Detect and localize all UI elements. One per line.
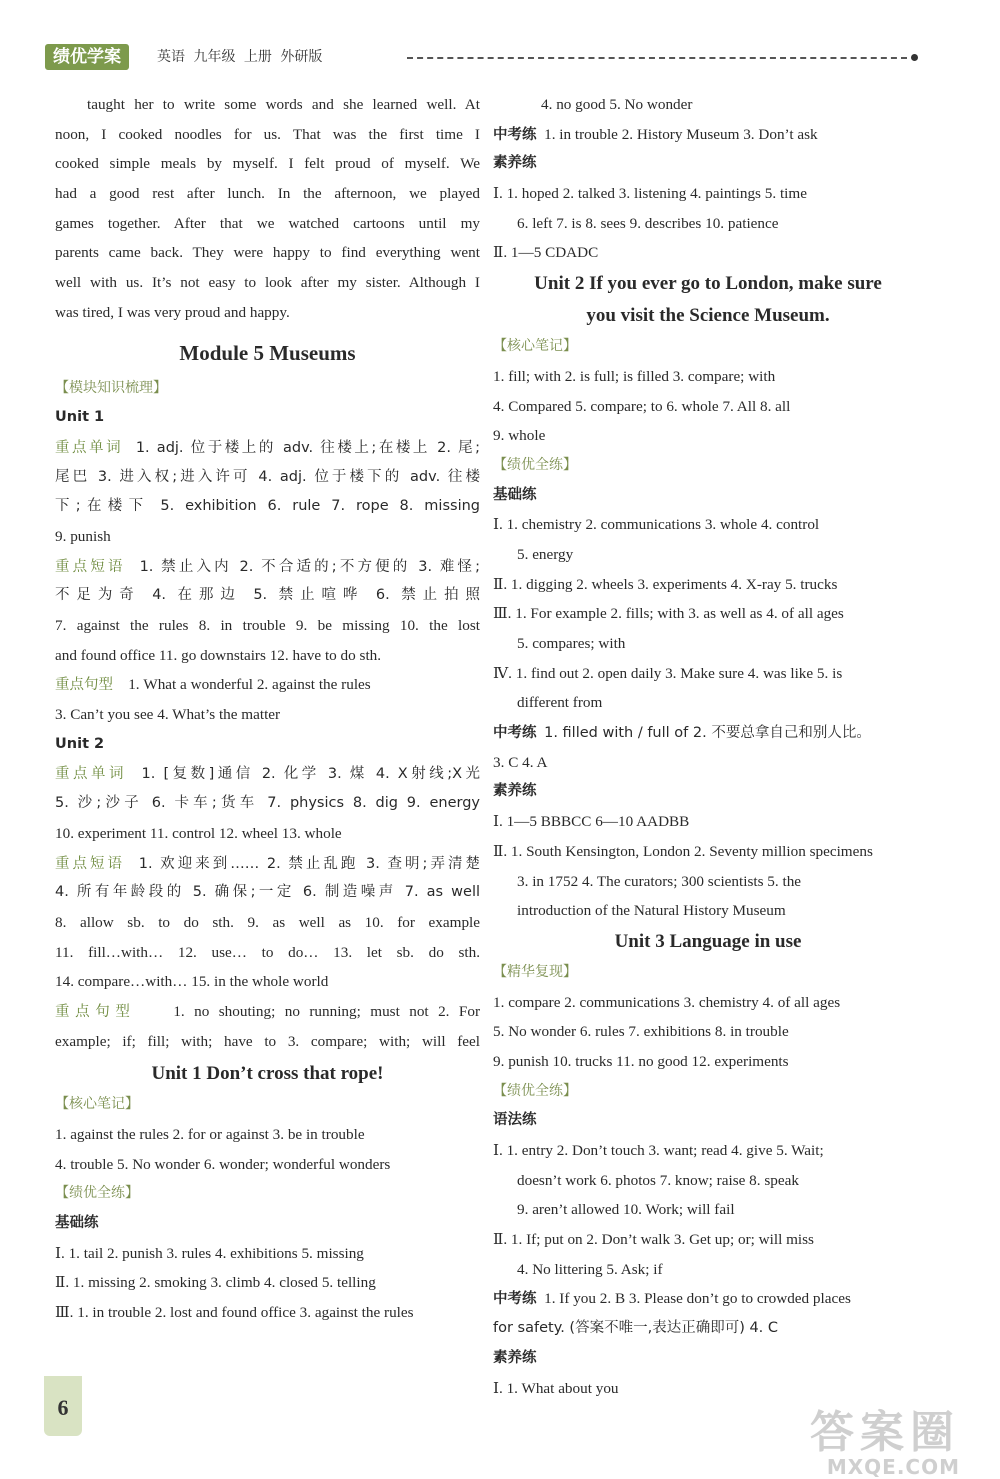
essay-line: well with us. It’s not easy to look after my sister. Although I bbox=[55, 274, 480, 292]
brand-logo: 绩优学案 bbox=[45, 44, 129, 70]
unit-label: Unit 2 bbox=[55, 735, 105, 752]
phrase-line: 4. 所有年龄段的 5. 确保;一定 6. 制造噪声 7. as well bbox=[55, 884, 480, 901]
answer-line: 9. punish 10. trucks 11. no good 12. experiments bbox=[493, 1052, 789, 1070]
answer-line: Ⅱ. 1. South Kensington, London 2. Seventy million specimens bbox=[493, 842, 873, 860]
vocab-label: 重点单词 bbox=[55, 439, 124, 456]
answer-line: for safety. (答案不唯一,表达正确即可) 4. C bbox=[493, 1320, 779, 1337]
answer-line: Ⅱ. 1. missing 2. smoking 3. climb 4. closed 5. telling bbox=[55, 1274, 376, 1292]
watermark bbox=[810, 1407, 960, 1479]
section-heading: 【精华复现】 bbox=[493, 963, 577, 980]
vocab-line: 重点单词 1. [复数]通信 2. 化学 3. 煤 4. X射线;X光 bbox=[55, 766, 480, 783]
module-title: Module 5 Museums bbox=[179, 340, 356, 365]
essay-line: taught her to write some words and she learned well. At bbox=[87, 96, 480, 113]
phrase-line: 重点短语 1. 欢迎来到…… 2. 禁止乱跑 3. 查明;弄清楚 bbox=[55, 855, 480, 872]
phrase-line: 11. fill…with… 12. use… to do… 13. let sb. do sth. bbox=[55, 943, 480, 961]
practice-label: 中考练 bbox=[493, 126, 537, 143]
exam-practice-line: 中考练 1. in trouble 2. History Museum 3. Don’t ask bbox=[493, 125, 818, 143]
answer-line: 4. trouble 5. No wonder 6. wonder; wonderful wonders bbox=[55, 1155, 391, 1173]
answer-line: Ⅰ. 1. entry 2. Don’t touch 3. want; read 4. give 5. Wait; bbox=[493, 1142, 824, 1159]
section-heading: 【核心笔记】 bbox=[55, 1096, 139, 1113]
sentence-line: 3. Can’t you see 4. What’s the matter bbox=[55, 706, 281, 724]
answer-line: Ⅰ. 1. tail 2. punish 3. rules 4. exhibitions 5. missing bbox=[55, 1244, 364, 1262]
answer-line: Ⅱ. 1—5 CDADC bbox=[493, 244, 599, 262]
header-divider bbox=[407, 57, 907, 59]
practice-label: 素养练 bbox=[493, 155, 537, 172]
watermark-url: MXQE.COM bbox=[826, 1455, 960, 1479]
answer-line: Ⅰ. 1. hoped 2. talked 3. listening 4. paintings 5. time bbox=[493, 185, 807, 203]
sentence-line: example; if; fill; with; have to 3. compare; with; will feel bbox=[55, 1032, 480, 1050]
section-heading: 【绩优全练】 bbox=[493, 456, 577, 473]
unit-title: Unit 1 Don’t cross that rope! bbox=[151, 1063, 384, 1085]
exam-practice-line: 中考练 1. filled with / full of 2. 不要总拿自己和别人比。 bbox=[493, 725, 871, 742]
unit-title: you visit the Science Museum. bbox=[586, 305, 830, 327]
answer-line: Ⅱ. 1. digging 2. wheels 3. experiments 4. X-ray 5. trucks bbox=[493, 575, 838, 593]
answer-line: 4. Compared 5. compare; to 6. whole 7. All 8. all bbox=[493, 397, 791, 415]
section-heading: 【绩优全练】 bbox=[55, 1185, 139, 1202]
answer-line: 4. No littering 5. Ask; if bbox=[517, 1260, 663, 1278]
answer-line: Ⅰ. 1—5 BBBCC 6—10 AADBB bbox=[493, 813, 690, 831]
practice-label: 基础练 bbox=[55, 1215, 99, 1232]
answer-line: 1. fill; with 2. is full; is filled 3. compare; with bbox=[493, 367, 776, 385]
answer-line: 5. compares; with bbox=[517, 635, 626, 652]
essay-line: was tired, I was very proud and happy. bbox=[55, 303, 290, 321]
essay-line: games together. After that we watched cartoons until my bbox=[55, 214, 480, 232]
sentence-label: 重点句型 bbox=[55, 677, 113, 694]
sentence-label: 重点句型 bbox=[55, 1003, 136, 1020]
practice-label: 中考练 bbox=[493, 725, 537, 742]
header-dot bbox=[911, 54, 918, 61]
practice-label: 语法练 bbox=[493, 1112, 537, 1129]
vocab-line: 10. experiment 11. control 12. wheel 13. whole bbox=[55, 824, 342, 842]
answer-line: Ⅲ. 1. For example 2. fills; with 3. as well as 4. of all ages bbox=[493, 605, 844, 623]
practice-label: 素养练 bbox=[493, 1349, 537, 1366]
vocab-line: 下;在楼下 5. exhibition 6. rule 7. rope 8. missing bbox=[55, 498, 480, 515]
section-heading: 【绩优全练】 bbox=[493, 1082, 577, 1099]
phrase-line: 8. allow sb. to do sth. 9. as well as 10. for example bbox=[55, 913, 480, 931]
right-column bbox=[493, 90, 923, 1403]
phrase-label: 重点短语 bbox=[55, 855, 126, 872]
answer-line: 6. left 7. is 8. sees 9. describes 10. patience bbox=[517, 214, 779, 232]
vocab-line: 尾巴 3. 进入权;进入许可 4. adj. 位于楼下的 adv. 往楼 bbox=[55, 468, 480, 485]
vocab-line: 9. punish bbox=[55, 527, 111, 545]
phrase-line: 14. compare…with… 15. in the whole world bbox=[55, 973, 329, 991]
essay-line: cooked simple meals by myself. I felt proud of myself. We bbox=[55, 155, 480, 173]
answer-line: doesn’t work 6. photos 7. know; raise 8. speak bbox=[517, 1171, 799, 1189]
sentence-line: 重点句型 1. no shouting; no running; must not 2. For bbox=[55, 1002, 480, 1020]
answer-line: 3. C 4. A bbox=[493, 753, 548, 771]
section-heading: 【模块知识梳理】 bbox=[55, 379, 167, 396]
answer-line: 1. compare 2. communications 3. chemistry 4. of all ages bbox=[493, 993, 841, 1011]
unit-title: Unit 2 If you ever go to London, make sure bbox=[534, 273, 882, 295]
section-heading: 【核心笔记】 bbox=[493, 338, 577, 355]
answer-line: 1. against the rules 2. for or against 3. be in trouble bbox=[55, 1126, 365, 1143]
essay-line: noon, I cooked noodles for us. That was the first time I bbox=[55, 125, 480, 143]
essay-line: had a good rest after lunch. In the afternoon, we played bbox=[55, 185, 480, 203]
practice-label: 基础练 bbox=[493, 486, 537, 503]
sentence-line: 重点句型 1. What a wonderful 2. against the rules bbox=[55, 676, 371, 694]
phrase-line: 7. against the rules 8. in trouble 9. be missing 10. the lost bbox=[55, 617, 480, 634]
answer-line: 4. no good 5. No wonder bbox=[541, 96, 693, 113]
exam-practice-line: 中考练 1. If you 2. B 3. Please don’t go to crowded places bbox=[493, 1290, 851, 1308]
watermark-logo: 答案圈 bbox=[810, 1407, 960, 1458]
phrase-line: and found office 11. go downstairs 12. have to do sth. bbox=[55, 646, 382, 664]
answer-line: 5. energy bbox=[517, 545, 574, 563]
unit-label: Unit 1 bbox=[55, 409, 105, 426]
answer-line: Ⅳ. 1. find out 2. open daily 3. Make sure 4. was like 5. is bbox=[493, 664, 843, 682]
answer-line: 5. No wonder 6. rules 7. exhibitions 8. in trouble bbox=[493, 1023, 789, 1041]
answer-line: 9. whole bbox=[493, 427, 546, 445]
phrase-label: 重点短语 bbox=[55, 558, 126, 575]
essay-line: parents came back. They were happy to find everything went bbox=[55, 244, 480, 262]
answer-line: different from bbox=[517, 694, 603, 712]
phrase-line: 不足为奇 4. 在那边 5. 禁止喧哗 6. 禁止拍照 bbox=[55, 587, 480, 604]
phrase-line: 重点短语 1. 禁止入内 2. 不合适的;不方便的 3. 难怪; bbox=[55, 558, 480, 575]
vocab-label: 重点单词 bbox=[55, 766, 127, 783]
unit-title: Unit 3 Language in use bbox=[614, 930, 802, 952]
page-number: 6 bbox=[44, 1376, 82, 1436]
answer-line: 3. in 1752 4. The curators; 300 scientists 5. the bbox=[517, 872, 802, 890]
vocab-line: 5. 沙;沙子 6. 卡车;货车 7. physics 8. dig 9. energy bbox=[55, 795, 480, 812]
answer-line: Ⅰ. 1. What about you bbox=[493, 1379, 619, 1397]
answer-line: introduction of the Natural History Museum bbox=[517, 902, 786, 920]
answer-line: Ⅲ. 1. in trouble 2. lost and found office 3. against the rules bbox=[55, 1304, 414, 1322]
vocab-line: 重点单词 1. adj. 位于楼上的 adv. 往楼上;在楼上 2. 尾; bbox=[55, 439, 480, 456]
practice-label: 中考练 bbox=[493, 1291, 537, 1308]
practice-label: 素养练 bbox=[493, 783, 537, 800]
answer-line: Ⅱ. 1. If; put on 2. Don’t walk 3. Get up; or; will miss bbox=[493, 1231, 814, 1249]
answer-line: 9. aren’t allowed 10. Work; will fail bbox=[517, 1201, 735, 1219]
page-header bbox=[45, 44, 925, 72]
left-column bbox=[55, 90, 480, 1328]
answer-line: Ⅰ. 1. chemistry 2. communications 3. whole 4. control bbox=[493, 516, 820, 534]
subject-label: 英语 九年级 上册 外研版 bbox=[157, 49, 323, 65]
